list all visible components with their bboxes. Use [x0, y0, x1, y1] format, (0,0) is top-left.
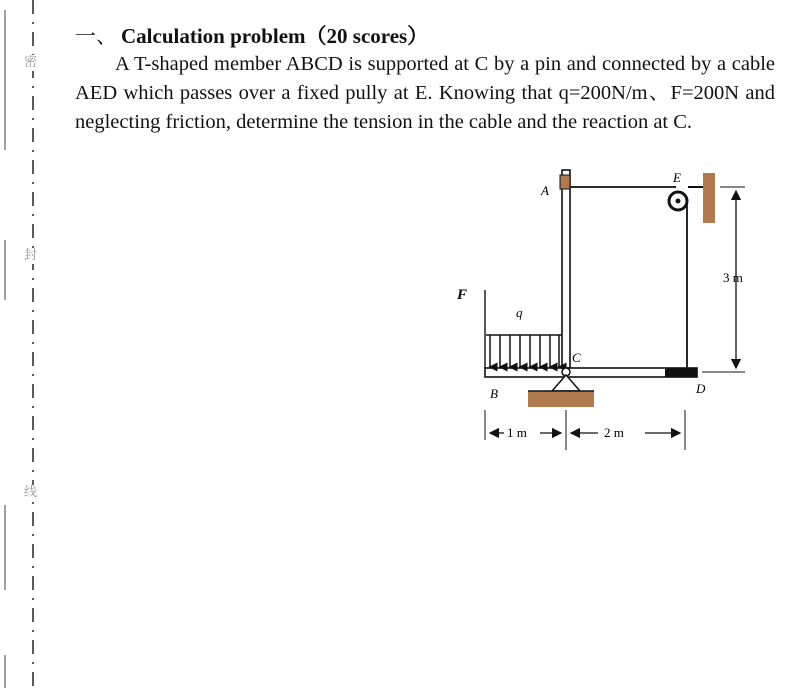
label-E: E: [673, 170, 681, 185]
label-A: A: [541, 183, 549, 198]
label-B: B: [490, 386, 498, 401]
t-member-diagram: [440, 165, 785, 455]
ground-C: [528, 391, 594, 407]
problem-title: [75, 20, 428, 50]
label-D: D: [696, 381, 706, 396]
label-C: C: [572, 350, 581, 365]
problem-score: （20 scores）: [305, 24, 429, 48]
label-F: F: [457, 287, 468, 303]
label-q: q: [516, 305, 523, 320]
problem-statement: [75, 50, 775, 137]
dim-left-label: 1 m: [507, 425, 527, 440]
member-vertical-AC: [562, 170, 570, 368]
pulley-E-axle: [676, 199, 681, 204]
point-A-block: [560, 175, 570, 189]
beam-end-D: [665, 368, 697, 377]
wall-support-E: [703, 173, 715, 223]
problem-title-text: Calculation problem: [121, 24, 306, 48]
problem-number: 一、: [75, 24, 117, 48]
binding-char-close: 封: [24, 248, 38, 263]
dim-height-label: 3 m: [723, 270, 743, 285]
binding-margin: [0, 0, 60, 688]
binding-char-line: 线: [24, 485, 38, 500]
binding-dashed-line: [0, 0, 60, 688]
binding-char-seal: 密: [24, 55, 38, 70]
distributed-load-q: [486, 335, 562, 367]
dim-right-label: 2 m: [604, 425, 624, 440]
problem-text: A T-shaped member ABCD is supported at C by a pin and connected by a cable AED which passes over a fixed pully at E. Knowing that q=200N/m、F=200N and neglecting friction, determine the tension in the cable and the reaction at C.: [75, 53, 775, 133]
